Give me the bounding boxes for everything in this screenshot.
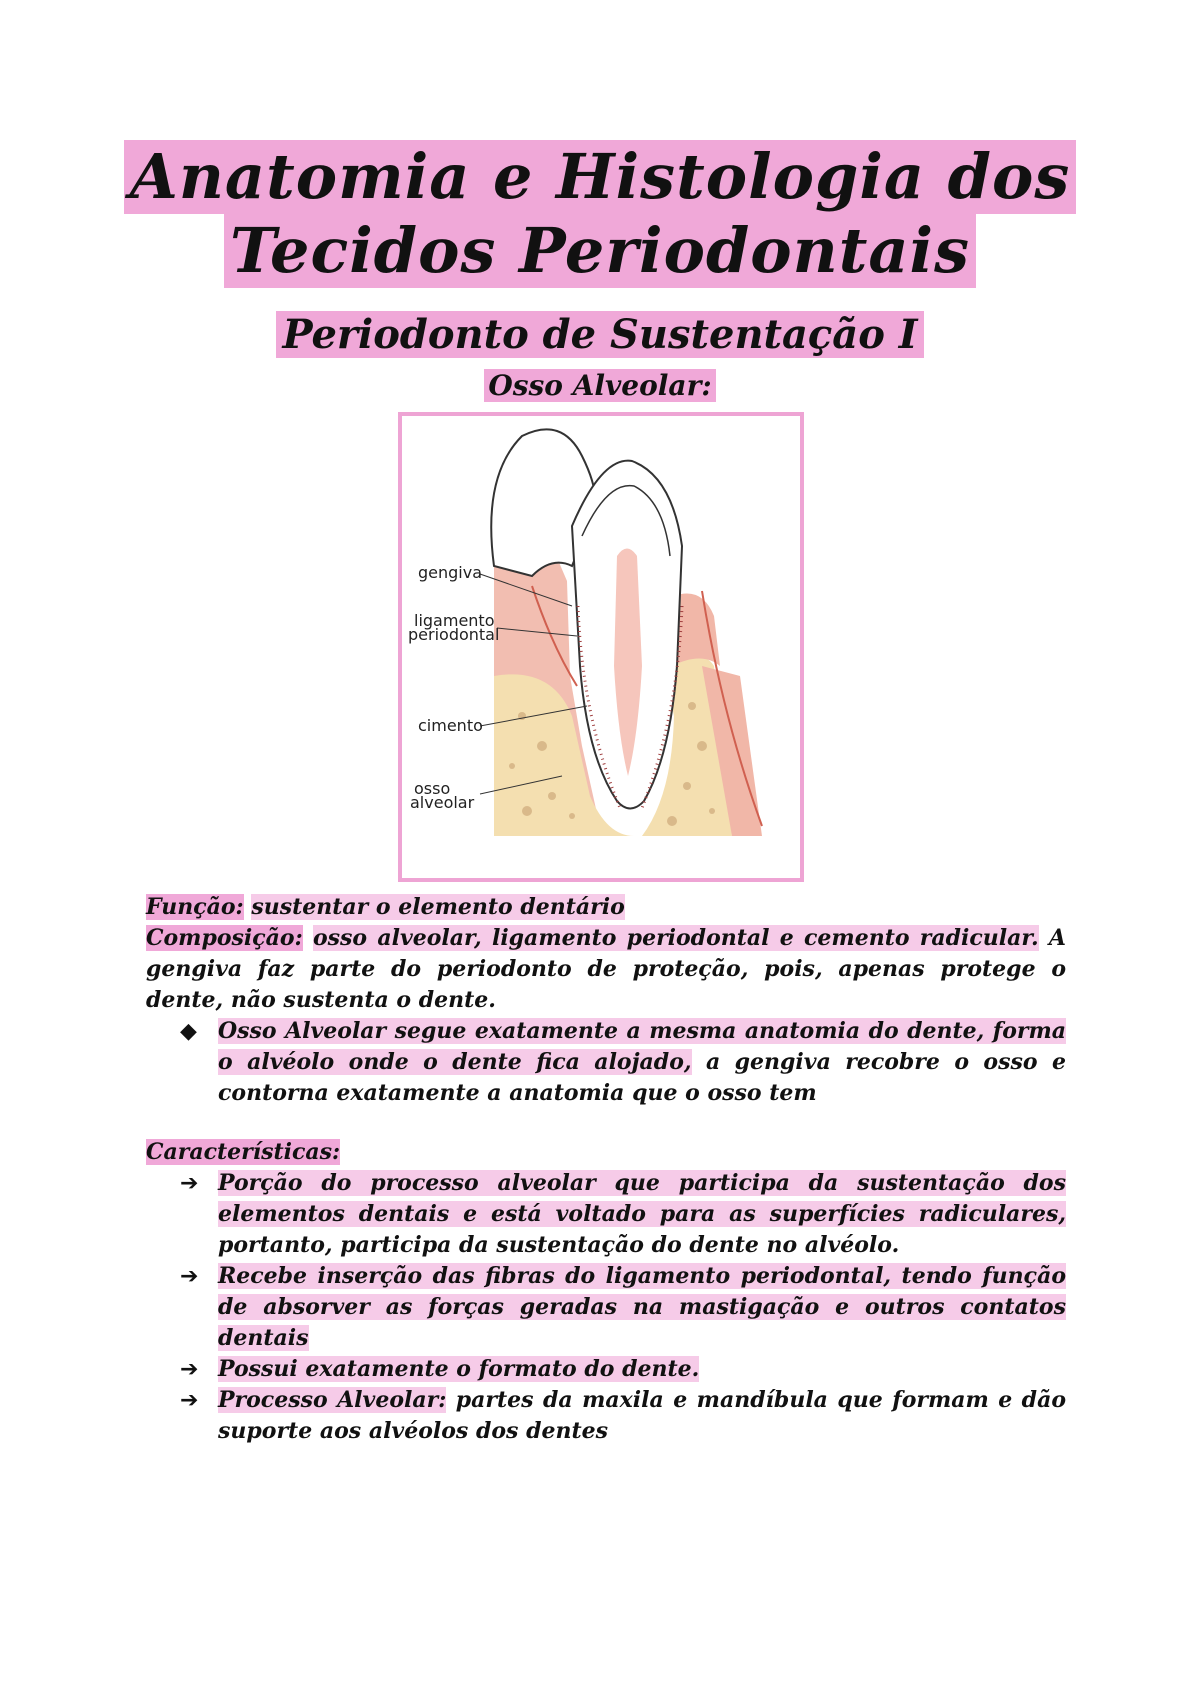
label-osso-1: osso [414, 779, 451, 798]
list-item-highlight: Processo Alveolar: [218, 1387, 447, 1413]
composicao-paragraph [146, 923, 1066, 1016]
label-cimento: cimento [418, 716, 483, 735]
osso-alveolar-list [180, 1016, 1066, 1109]
tooth-diagram [402, 416, 800, 878]
composicao-text: osso alveolar, ligamento periodontal e cemento radicular. [312, 925, 1039, 951]
list-item-highlight: Porção do processo alveolar que participa da sustentação dos elementos dentais e está voltado para as superfícies radiculares, [218, 1170, 1066, 1227]
arrow-bullet-icon: ➔ [180, 1171, 199, 1196]
list-item-rest: portanto, participa da sustentação do dente no alvéolo. [218, 1232, 900, 1258]
funcao-paragraph [146, 892, 1066, 923]
list-item-highlight: Osso Alveolar segue exatamente a mesma anatomia do dente, forma o alvéolo onde o dente fica alojado, [218, 1018, 1066, 1075]
arrow-bullet-icon: ➔ [180, 1388, 199, 1413]
composicao-rest: A gengiva faz parte do periodonto de proteção, pois, apenas protege o dente, não sustenta o dente. [146, 925, 1066, 1013]
section-heading-text: Osso Alveolar: [484, 369, 715, 402]
caracteristicas-heading [146, 1137, 1066, 1168]
list-item [180, 1354, 1066, 1385]
label-ligamento-1: ligamento [414, 611, 495, 630]
subtitle-text: Periodonto de Sustentação I [276, 311, 923, 358]
label-gengiva: gengiva [418, 563, 483, 582]
arrow-bullet-icon: ➔ [180, 1357, 199, 1382]
list-item-highlight: Recebe inserção das fibras do ligamento periodontal, tendo função de absorver as forças geradas na mastigação e outros contatos dentais [218, 1263, 1066, 1351]
list-item-highlight: Possui exatamente o formato do dente. [218, 1356, 700, 1382]
arrow-bullet-icon: ➔ [180, 1264, 199, 1289]
list-item-rest: partes da maxila e mandíbula que formam e dão suporte aos alvéolos dos dentes [218, 1387, 1066, 1444]
list-item [180, 1016, 1066, 1109]
diamond-bullet-icon: ◆ [180, 1019, 197, 1044]
periodontium-figure [398, 412, 804, 882]
document-title [0, 140, 1200, 288]
list-item [180, 1385, 1066, 1447]
caracteristicas-label: Características: [146, 1139, 341, 1165]
funcao-text: sustentar o elemento dentário [251, 894, 625, 920]
section-heading [0, 368, 1200, 404]
label-osso-2: alveolar [410, 793, 475, 812]
list-item [180, 1261, 1066, 1354]
label-ligamento-2: periodontal [408, 625, 500, 644]
subtitle [0, 310, 1200, 360]
caracteristicas-list [180, 1168, 1066, 1447]
composicao-label: Composição: [146, 925, 303, 951]
title-line-1: Anatomia e Histologia dos [124, 140, 1077, 214]
title-line-2: Tecidos Periodontais [224, 214, 976, 288]
list-item [180, 1168, 1066, 1261]
list-item-rest: a gengiva recobre o osso e contorna exatamente a anatomia que o osso tem [218, 1049, 1066, 1106]
funcao-label: Função: [146, 894, 244, 920]
